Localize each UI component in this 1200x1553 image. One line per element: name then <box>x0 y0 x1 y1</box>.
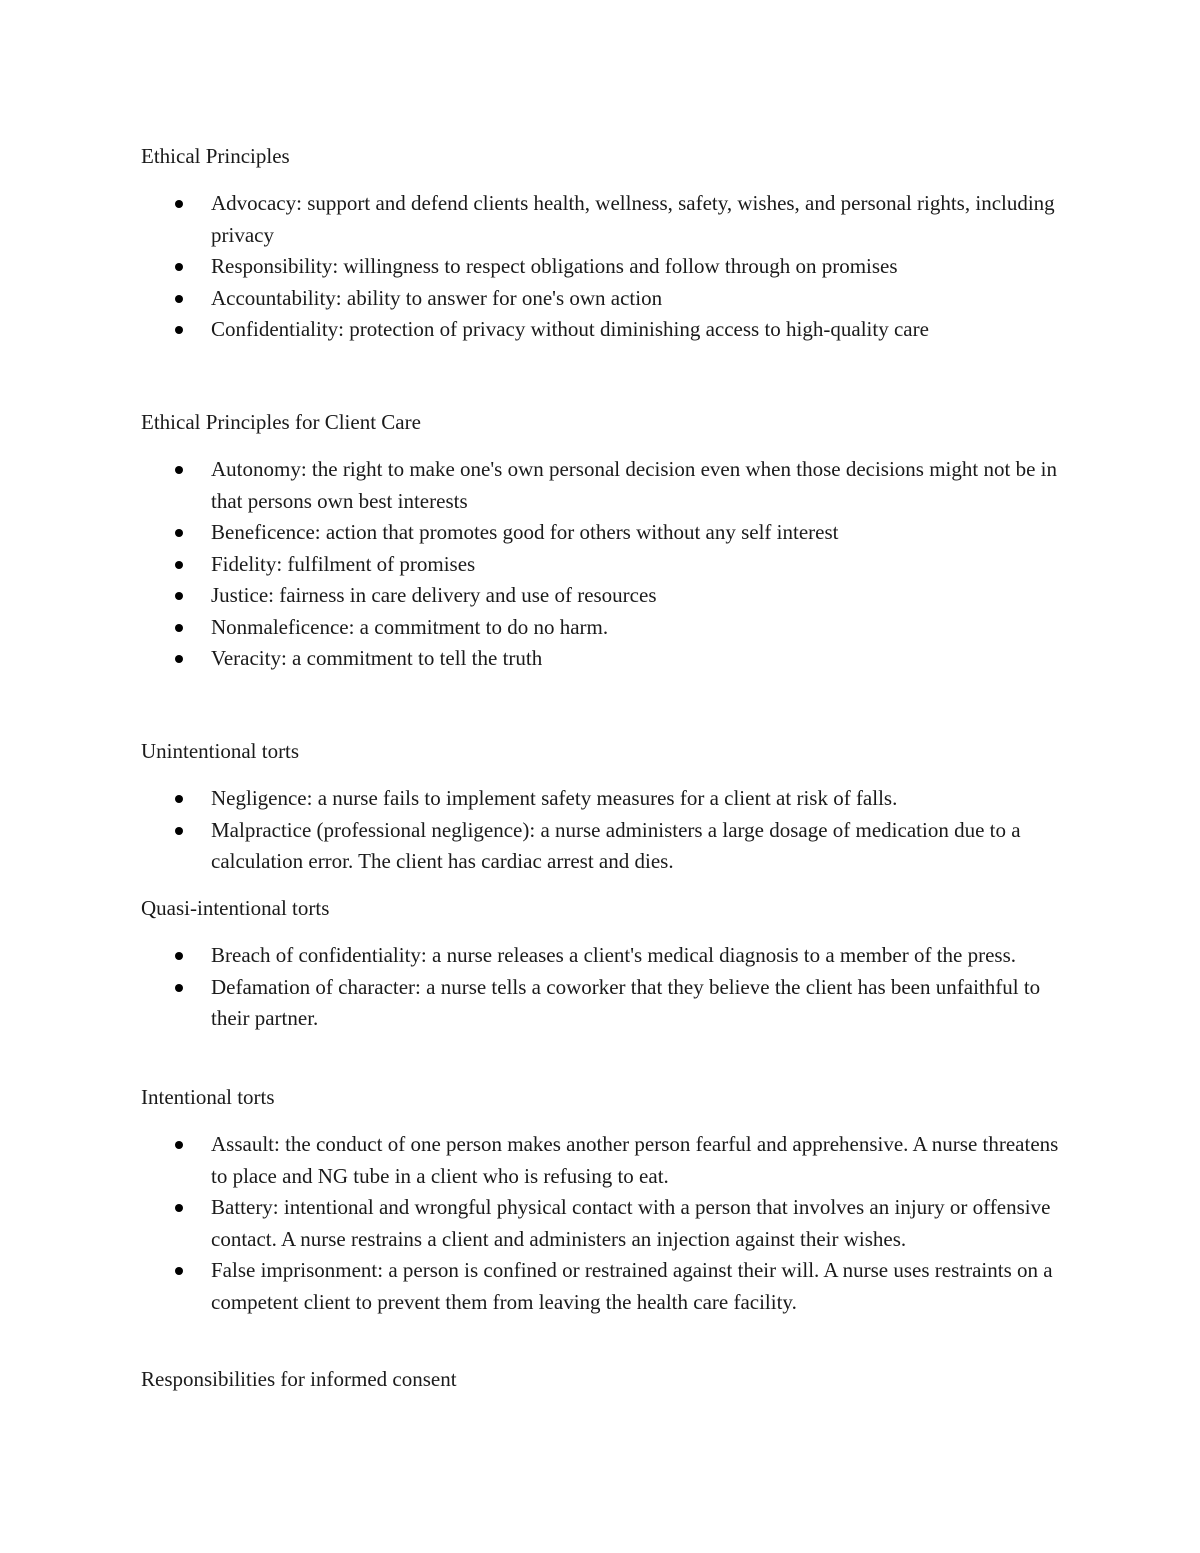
list-item: Breach of confidentiality: a nurse releases a client's medical diagnosis to a member of the press. <box>211 940 1061 972</box>
section-heading-informed-consent: Responsibilities for informed consent <box>141 1367 457 1391</box>
section-heading-client-care: Ethical Principles for Client Care <box>141 410 421 434</box>
bullet-icon <box>175 655 183 663</box>
list-item: Advocacy: support and defend clients health, wellness, safety, wishes, and personal rights, including privacy <box>211 188 1061 251</box>
bullet-icon <box>175 795 183 803</box>
list-item: Accountability: ability to answer for one's own action <box>211 283 1061 315</box>
bullet-icon <box>175 295 183 303</box>
list-item: False imprisonment: a person is confined or restrained against their will. A nurse uses restraints on a competent client to prevent them from leaving the health care facility. <box>211 1255 1061 1318</box>
ethical-principles-list <box>211 188 1061 346</box>
bullet-icon <box>175 984 183 992</box>
bullet-icon <box>175 1267 183 1275</box>
bullet-icon <box>175 624 183 632</box>
list-item: Assault: the conduct of one person makes another person fearful and apprehensive. A nurse threatens to place and NG tube in a client who is refusing to eat. <box>211 1129 1061 1192</box>
list-item: Fidelity: fulfilment of promises <box>211 549 1061 581</box>
list-item: Confidentiality: protection of privacy without diminishing access to high-quality care <box>211 314 1061 346</box>
list-item: Beneficence: action that promotes good for others without any self interest <box>211 517 1061 549</box>
intentional-torts-list <box>211 1129 1061 1318</box>
section-heading-ethical-principles: Ethical Principles <box>141 144 290 168</box>
list-item: Nonmaleficence: a commitment to do no harm. <box>211 612 1061 644</box>
list-item: Negligence: a nurse fails to implement safety measures for a client at risk of falls. <box>211 783 1061 815</box>
bullet-icon <box>175 200 183 208</box>
list-item: Malpractice (professional negligence): a nurse administers a large dosage of medication due to a calculation error. The client has cardiac arrest and dies. <box>211 815 1061 878</box>
list-item: Battery: intentional and wrongful physical contact with a person that involves an injury or offensive contact. A nurse restrains a client and administers an injection against their wishes. <box>211 1192 1061 1255</box>
bullet-icon <box>175 326 183 334</box>
list-item: Justice: fairness in care delivery and use of resources <box>211 580 1061 612</box>
section-heading-unintentional-torts: Unintentional torts <box>141 739 300 763</box>
unintentional-torts-list <box>211 783 1061 878</box>
list-item: Defamation of character: a nurse tells a coworker that they believe the client has been unfaithful to their partner. <box>211 972 1061 1035</box>
bullet-icon <box>175 529 183 537</box>
section-heading-quasi-intentional-torts: Quasi-intentional torts <box>141 896 330 920</box>
bullet-icon <box>175 466 183 474</box>
bullet-icon <box>175 1141 183 1149</box>
list-item: Veracity: a commitment to tell the truth <box>211 643 1061 675</box>
bullet-icon <box>175 1204 183 1212</box>
bullet-icon <box>175 592 183 600</box>
section-heading-intentional-torts: Intentional torts <box>141 1085 275 1109</box>
client-care-principles-list <box>211 454 1061 675</box>
bullet-icon <box>175 827 183 835</box>
quasi-intentional-torts-list <box>211 940 1061 1035</box>
list-item: Responsibility: willingness to respect obligations and follow through on promises <box>211 251 1061 283</box>
list-item: Autonomy: the right to make one's own personal decision even when those decisions might not be in that persons own best interests <box>211 454 1061 517</box>
bullet-icon <box>175 561 183 569</box>
bullet-icon <box>175 263 183 271</box>
bullet-icon <box>175 952 183 960</box>
